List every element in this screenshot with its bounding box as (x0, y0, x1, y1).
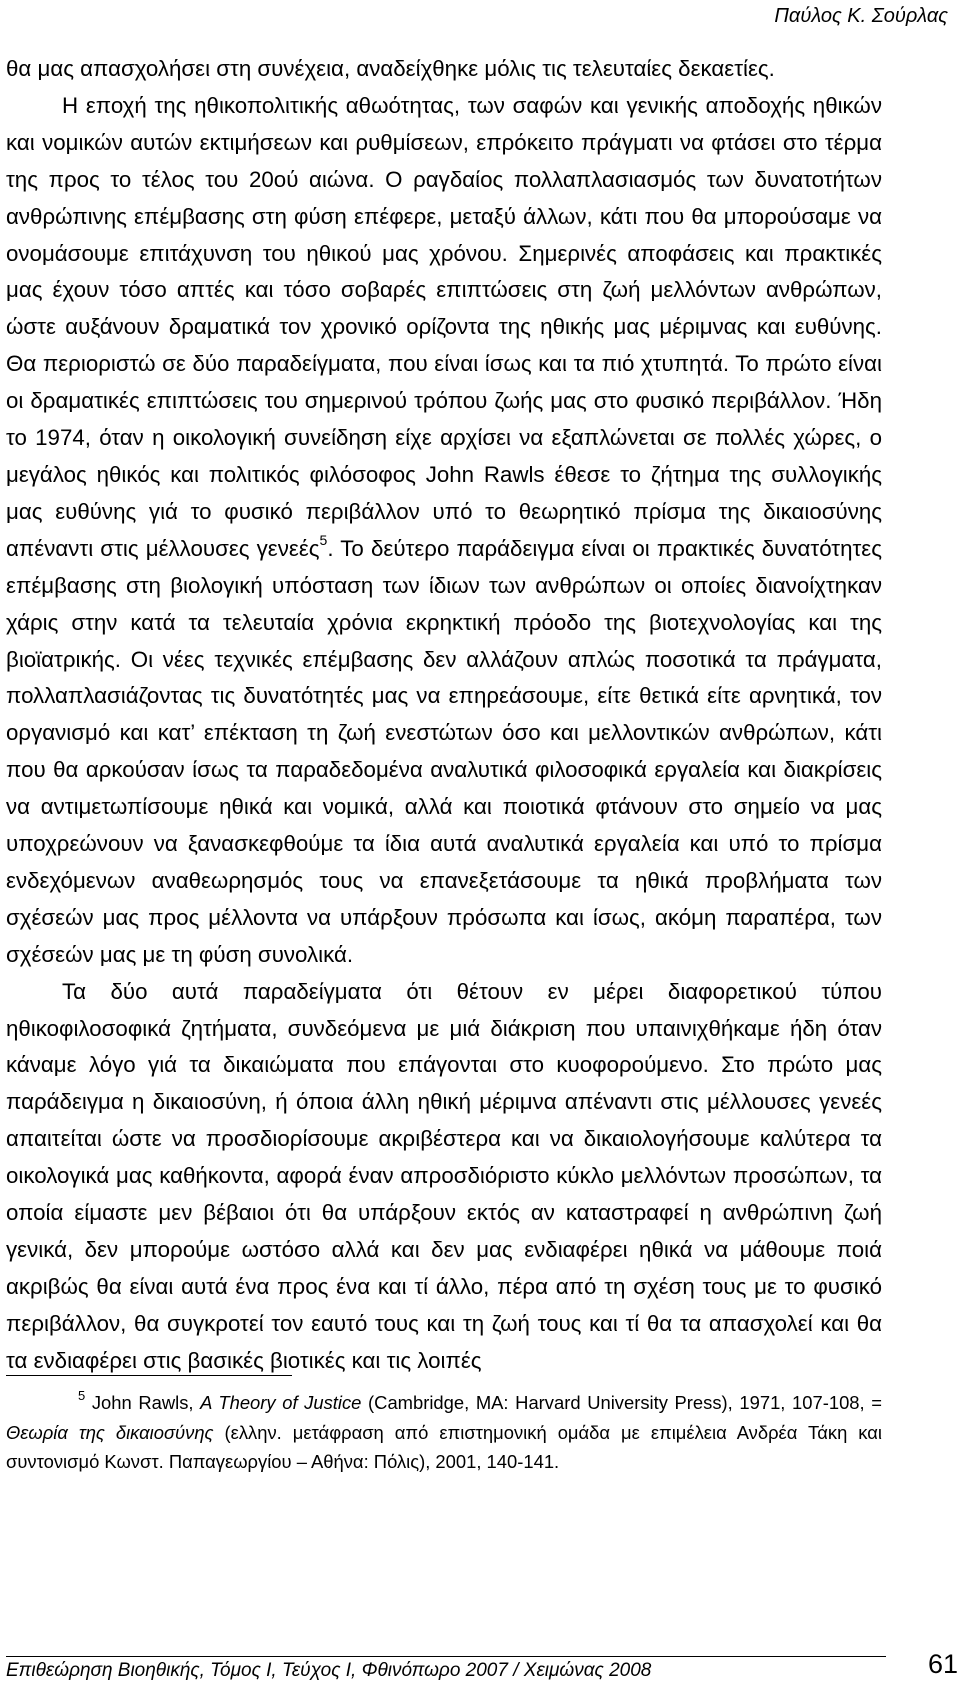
footnote-5 (6, 1388, 882, 1477)
paragraph-continuation: θα μας απασχολήσει στη συνέχεια, αναδείχθηκε μόλις τις τελευταίες δεκαετίες. (6, 56, 775, 81)
running-header-author: Παύλος Κ. Σούρλας (774, 5, 948, 27)
footnote-text-b: (Cambridge, MA: Harvard University Press), 1971, 107-108, = (361, 1392, 883, 1413)
footnote-greek-title: Θεωρία της δικαιοσύνης (6, 1421, 214, 1443)
paragraph-2 (6, 88, 882, 974)
footnote-divider (6, 1375, 292, 1376)
paragraph-3: Τα δύο αυτά παραδείγματα ότι θέτουν εν μέρει διαφορετικού τύπου ηθικοφιλοσοφικά ζητήματα, συνδεόμενα με μιά διάκριση που υπαινιχθήκαμε ήδη όταν κάναμε λόγο γιά τα δικαιώματα που επάγονται στο κυοφορούμενο. Στο πρώτο μας παράδειγμα η δικαιοσύνη, ή όποια άλλη ηθική μέριμνα απέναντι στις μέλλουσες γενεές απαιτείται ώστε να προσδιορίσουμε ακριβέστερα και να δικαιολογήσουμε καλύτερα τα οικολογικά μας καθήκοντα, αφορά έναν απροσδιόριστο κύκλο μελλόντων προσώπων, τα οποία είμαστε μεν βέβαιοι ότι θα υπάρξουν εκτός αν καταστραφεί η ανθρώπινη ζωή γενικά, δεν μπορούμε ωστόσο αλλά και δεν μας ενδιαφέρει ηθικά να μάθουμε ποιά ακριβώς θα είναι αυτά ένα προς ένα και τί άλλο, πέρα από τη σχέση τους με το φυσικό περιβάλλον, θα συγκροτεί τον εαυτό τους και τη ζωή τους και τί θα τα απασχολεί και θα τα ενδιαφέρει στις βασικές βιοτικές και τις λοιπές (6, 978, 882, 1373)
paragraph-2-text-a: Η εποχή της ηθικοπολιτικής αθωότητας, των σαφών και γενικής αποδοχής ηθικών και νομικών αυτών εκτιμήσεων και ρυθμίσεων, επρόκειτο πράγματι να φτάσει στο τέρμα της προς το τέλος του 20ού αιώνα. Ο ραγδαίος πολλαπλασιασμός των δυνατοτήτων ανθρώπινης επέμβασης στη φύση επέφερε, μεταξύ άλλων, κάτι που θα μπορούσαμε να ονομάσουμε επιτάχυνση του ηθικού μας χρόνου. Σημερινές αποφάσεις και πρακτικές μας έχουν τόσο απτές και τόσο σοβαρές επιπτώσεις στη ζωή μελλόντων ανθρώπων, ώστε αυξάνουν δραματικά τον χρονικό ορίζοντα της ηθικής μας μέριμνας και ευθύνης. Θα περιοριστώ σε δύο παραδείγματα, που είναι ίσως και τα πιό χτυπητά. Το πρώτο είναι οι δραματικές επιπτώσεις του σημερινού τρόπου ζωής μας στο φυσικό περιβάλλον. Ήδη το 1974, όταν η οικολογική συνείδηση είχε αρχίσει να εξαπλώνεται σε πολλές χώρες, ο μεγάλος ηθικός και πολιτικός φιλόσοφος John Rawls έθεσε το ζήτημα της συλλογικής μας ευθύνης γιά το φυσικό περιβάλλον υπό το θεωρητικό πρίσμα της δικαιοσύνης απέναντι στις μέλλουσες γενεές (6, 92, 882, 561)
footnote-text-c: (ελλην. μετάφραση από επιστημονική ομάδα με επιμέλεια Ανδρέα Τάκη και συντονισμό Κωνστ. Παπαγεωργίου – Αθήνα: Πόλις), 2001, 140-141. (6, 1421, 883, 1473)
footnote (6, 1388, 882, 1477)
footnote-book-title: A Theory of Justice (200, 1392, 362, 1413)
paragraph-2-text-b: . Το δεύτερο παράδειγμα είναι οι πρακτικές δυνατότητες επέμβασης στη βιολογική υπόσταση των ίδιων των ανθρώπων οι οποίες διανοίχτηκαν χάρις στην κατά τα τελευταία χρόνια εκρηκτική πρόοδο της βιοτεχνολογίας και της βιοϊατρικής. Οι νέες τεχνικές επέμβασης δεν αλλάζουν απλώς ποσοτικά τα πράγματα, πολλαπλασιάζοντας τις δυνατότητές μας να επηρεάσουμε, είτε θετικά είτε αρνητικά, τον οργανισμό και κατ’ επέκταση τη ζωή ενεστώτων όσο και μελλοντικών ανθρώπων, κάτι που θα αρκούσαν ίσως τα παραδεδομένα αναλυτικά φιλοσοφικά εργαλεία και διακρίσεις να αντιμετωπίσουμε ηθικά και νομικά, αλλά και ποιοτικά φτάνουν στο σημείο να μας υποχρεώνουν να ξανασκεφθούμε τα ίδια αυτά αναλυτικά εργαλεία και υπό το πρίσμα ενδεχόμενων αναθεωρησμός τους να επανεξετάσουμε τα ηθικά προβλήματα των σχέσεών μας προς μέλλοντα να υπάρξουν πρόσωπα και ίσως, ακόμη παραπέρα, των σχέσεών μας με τη φύση συνολικά. (6, 535, 882, 967)
page-number: 61 (927, 1649, 958, 1679)
body-text (6, 51, 882, 1380)
footnote-number: 5 (78, 1387, 86, 1403)
footer-journal-citation: Επιθεώρηση Βιοηθικής, Τόμος Ι, Τεύχος Ι, Φθινόπωρο 2007 / Χειμώνας 2008 (6, 1660, 652, 1681)
footnote-reference: 5 (319, 532, 328, 549)
footnote-text-a: John Rawls, (85, 1392, 201, 1413)
